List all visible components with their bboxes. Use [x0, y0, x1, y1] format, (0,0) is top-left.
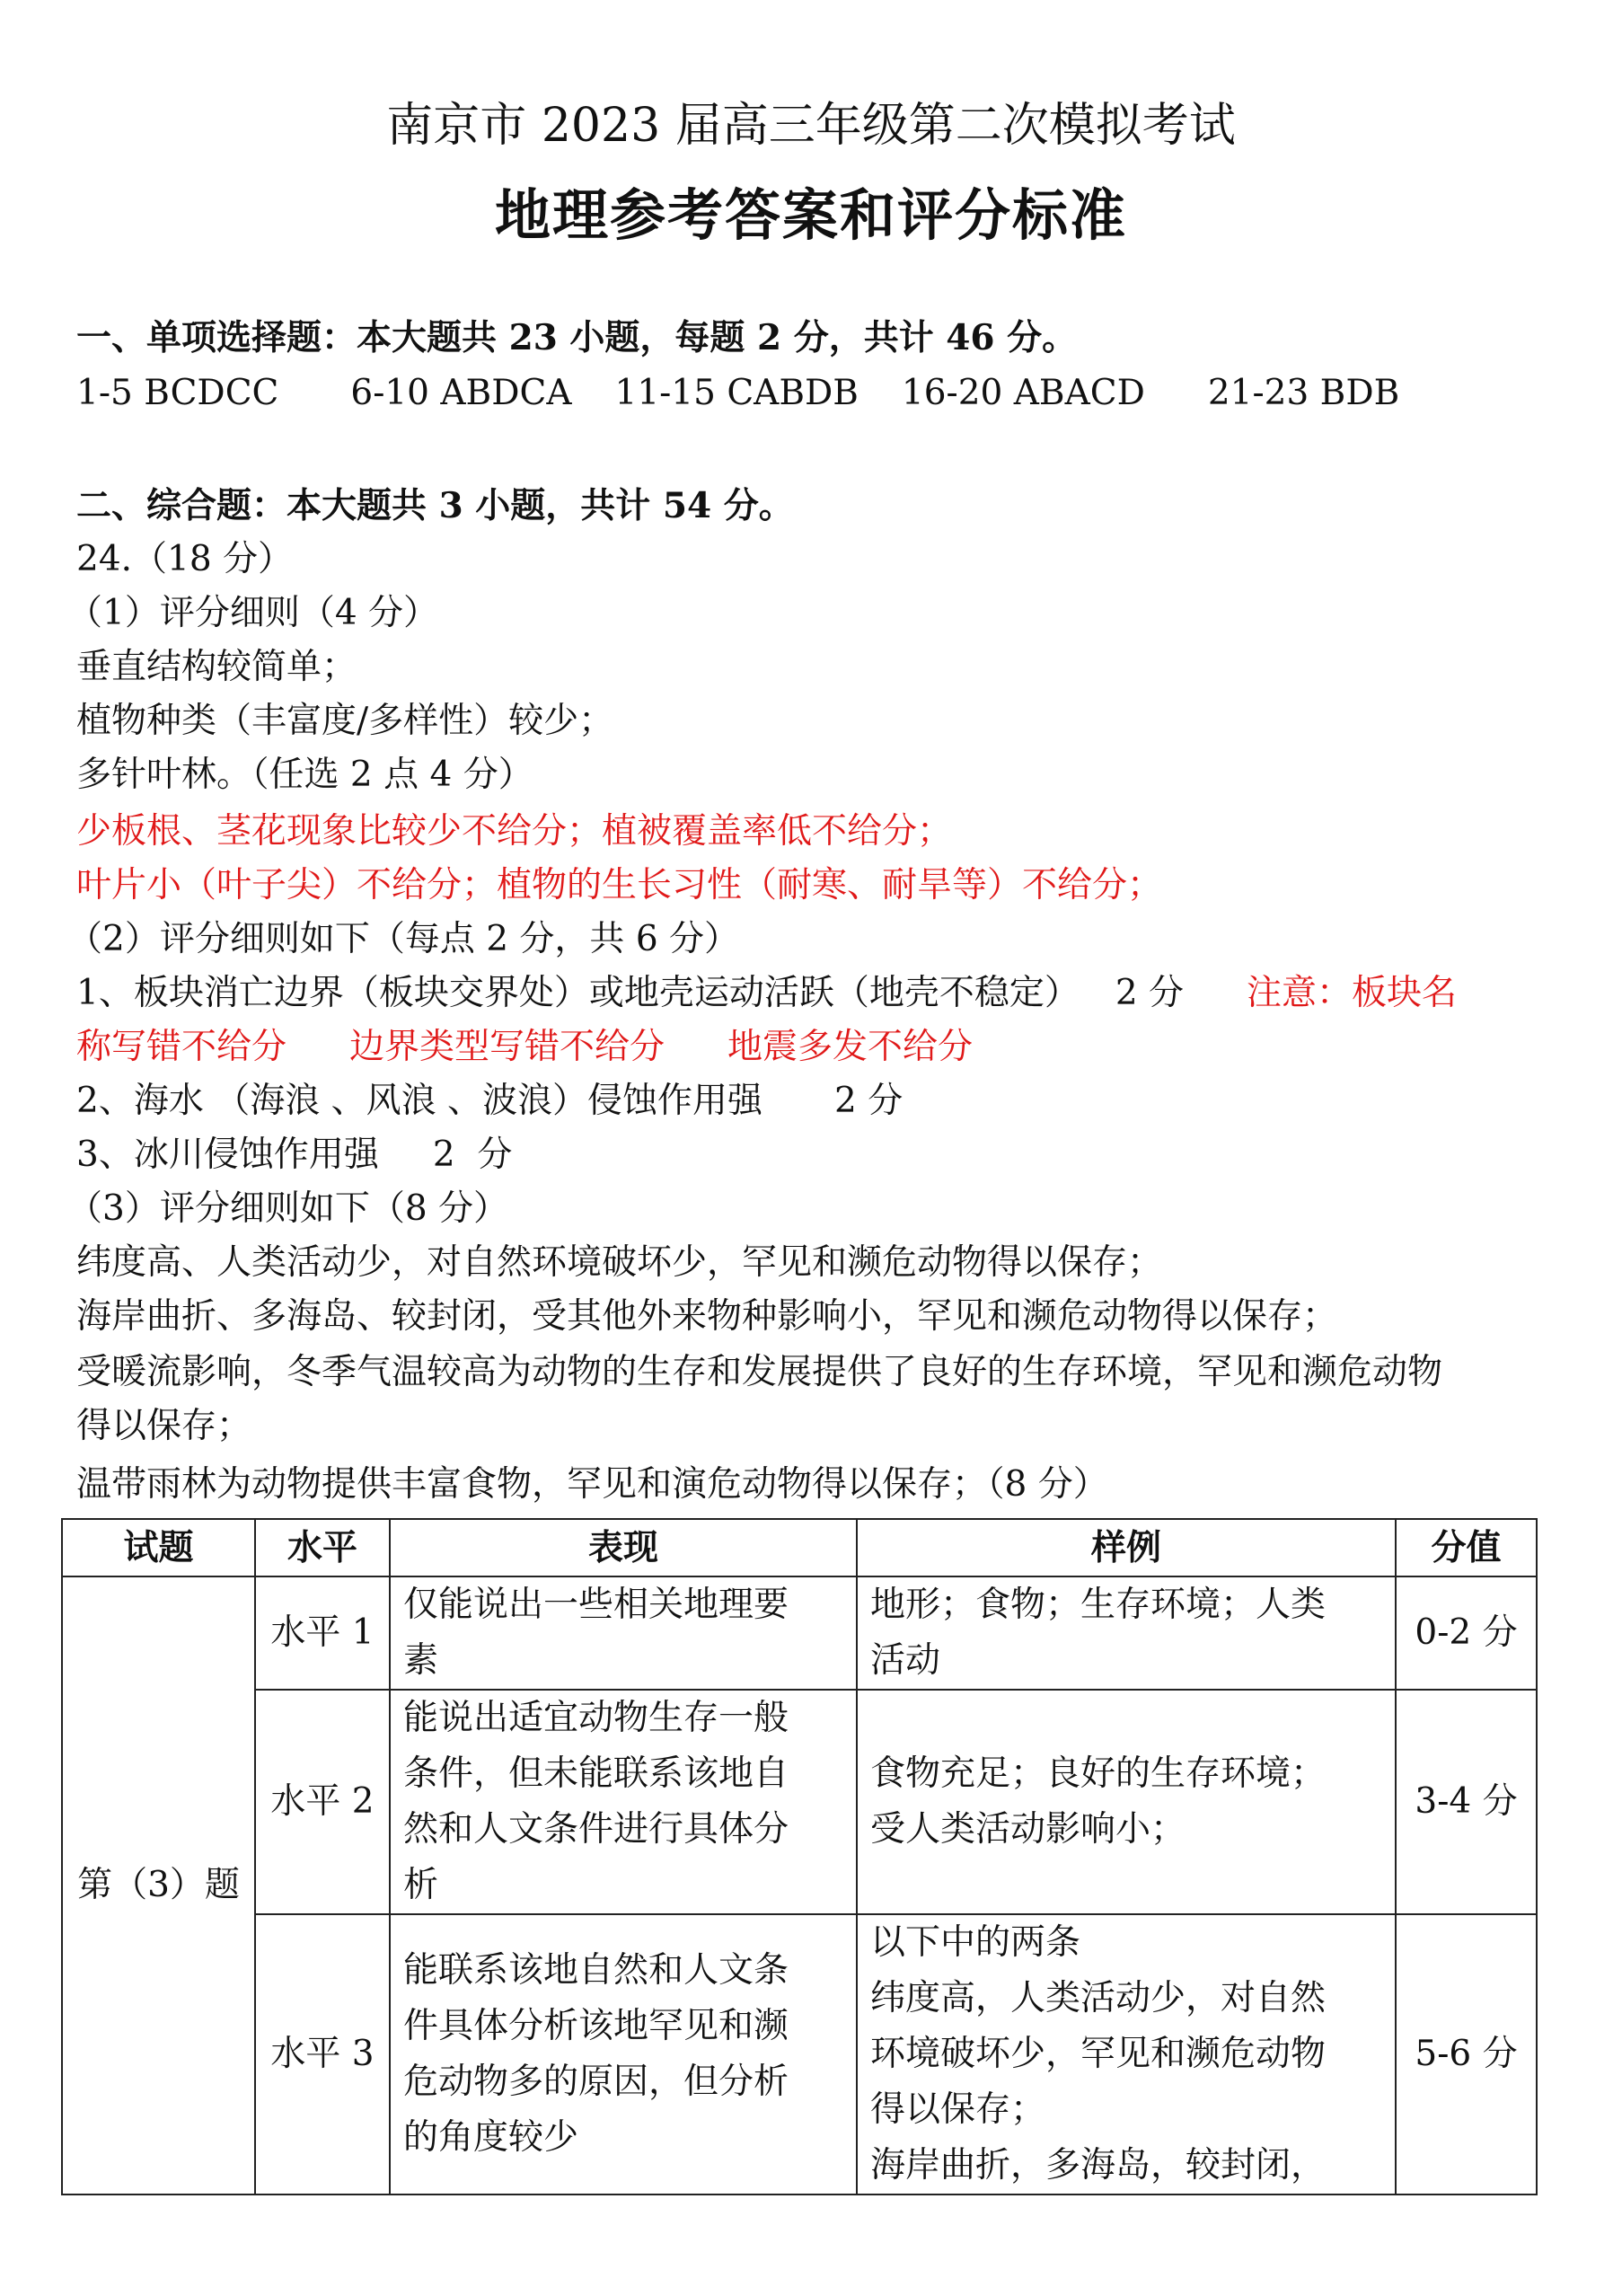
answer-group: 1-5 BCDCC	[76, 373, 279, 413]
part1-line: 植物种类（丰富度/多样性）较少；	[76, 701, 614, 741]
part2-item-text: 2、海水 （海浪 、风浪 、波浪）侵蚀作用强	[76, 1081, 763, 1121]
cell-line: 活动	[870, 1640, 941, 1681]
cell-line: 的角度较少	[403, 2117, 579, 2158]
section1-heading: 一、单项选择题：本大题共 23 小题，每题 2 分，共计 46 分。	[76, 317, 1078, 358]
part1-title: （1）评分细则（4 分）	[67, 593, 439, 633]
section1-answers	[76, 368, 1399, 419]
part2-item-text: 1、板块消亡边界（板块交界处）或地壳运动活跃（地壳不稳定）	[76, 973, 1080, 1013]
cell-line: 析	[403, 1865, 439, 1905]
cell-line: 受人类活动影响小；	[870, 1809, 1186, 1850]
cell-line: 能联系该地自然和人文条	[403, 1950, 789, 1991]
answer-group: 11-15 CABDB	[614, 373, 859, 413]
cell-line: 以下中的两条	[870, 1922, 1081, 1963]
cell-line: 环境破坏少，罕见和濒危动物	[870, 2034, 1327, 2074]
part2-item-note: 注意：板块名	[1247, 973, 1458, 1013]
part3-line: 海岸曲折、多海岛、较封闭，受其他外来物种影响小，罕见和濒危动物得以保存；	[76, 1296, 1338, 1337]
exam-title: 南京市 2023 届高三年级第二次模拟考试	[386, 99, 1236, 153]
note-fragment: 边界类型写错不给分	[349, 1027, 666, 1067]
description-cell	[390, 1690, 857, 1914]
part2-item-1-note	[76, 1022, 973, 1073]
part2-item-score: 2 分	[1115, 973, 1185, 1013]
sample-cell	[857, 1690, 1396, 1914]
table-row	[62, 1914, 1537, 2194]
level-cell: 水平 2	[255, 1690, 390, 1914]
cell-line: 条件，但未能联系该地自	[403, 1753, 789, 1794]
part3-line: 受暖流影响，冬季气温较高为动物的生存和发展提供了良好的生存环境，罕见和濒危动物	[76, 1352, 1443, 1392]
cell-line: 仅能说出一些相关地理要	[403, 1585, 789, 1625]
table-row	[62, 1690, 1537, 1914]
cell-line: 然和人文条件进行具体分	[403, 1809, 789, 1850]
part3-line: 纬度高、人类活动少，对自然环境破坏少，罕见和濒危动物得以保存；	[76, 1242, 1163, 1283]
cell-line: 地形；食物；生存环境；人类	[870, 1585, 1327, 1625]
part3-line: 得以保存；	[76, 1406, 252, 1446]
level-cell: 水平 3	[255, 1914, 390, 2194]
document-title: 地理参考答案和评分标准	[494, 182, 1127, 248]
table-header: 试题	[62, 1519, 255, 1576]
sample-cell	[857, 1576, 1396, 1690]
level-cell: 水平 1	[255, 1576, 390, 1690]
part2-item-text: 3、冰川侵蚀作用强	[76, 1135, 379, 1175]
part2-item-2	[76, 1076, 903, 1126]
cell-line: 素	[403, 1640, 439, 1681]
part2-item-3	[76, 1130, 512, 1180]
question-24-label: 24.（18 分）	[76, 539, 294, 579]
note-fragment: 称写错不给分	[76, 1027, 287, 1067]
cell-line: 能说出适宜动物生存一般	[403, 1698, 789, 1738]
table-header: 分值	[1396, 1519, 1537, 1576]
description-cell	[390, 1576, 857, 1690]
table-header-row	[62, 1519, 1537, 1576]
score-cell: 5-6 分	[1396, 1914, 1537, 2194]
table-row	[62, 1576, 1537, 1690]
cell-line: 危动物多的原因，但分析	[403, 2062, 789, 2102]
scoring-rubric-table	[61, 1518, 1538, 2195]
part2-item-score: 2 分	[432, 1135, 513, 1175]
part2-item-1	[76, 968, 1457, 1019]
cell-line: 件具体分析该地罕见和濒	[403, 2006, 789, 2046]
note-fragment: 地震多发不给分	[727, 1027, 974, 1067]
answer-group: 16-20 ABACD	[901, 373, 1145, 413]
section2-heading: 二、综合题：本大题共 3 小题，共计 54 分。	[76, 485, 794, 526]
cell-line: 纬度高，人类活动少，对自然	[870, 1978, 1327, 2018]
answer-group: 6-10 ABDCA	[350, 373, 572, 413]
part1-line: 垂直结构较简单；	[76, 647, 357, 687]
part1-line: 多针叶林。（任选 2 点 4 分）	[76, 755, 533, 795]
cell-line: 食物充足；良好的生存环境；	[870, 1753, 1327, 1794]
cell-line: 得以保存；	[870, 2089, 1046, 2130]
description-cell	[390, 1914, 857, 2194]
table-header: 水平	[255, 1519, 390, 1576]
score-cell: 0-2 分	[1396, 1576, 1537, 1690]
part3-title: （3）评分细则如下（8 分）	[67, 1188, 509, 1229]
table-header: 样例	[857, 1519, 1396, 1576]
table-header: 表现	[390, 1519, 857, 1576]
question-cell: 第（3）题	[62, 1576, 255, 2194]
part2-title: （2）评分细则如下（每点 2 分，共 6 分）	[67, 919, 740, 959]
part3-line: 温带雨林为动物提供丰富食物，罕见和演危动物得以保存；（8 分）	[76, 1464, 1108, 1505]
score-cell: 3-4 分	[1396, 1690, 1537, 1914]
cell-line: 海岸曲折，多海岛，较封闭，	[870, 2145, 1327, 2186]
part1-note: 少板根、茎花现象比较少不给分；植被覆盖率低不给分；	[76, 811, 953, 852]
part2-item-score: 2 分	[834, 1081, 904, 1121]
answer-group: 21-23 BDB	[1207, 373, 1400, 413]
part1-note: 叶片小（叶子尖）不给分；植物的生长习性（耐寒、耐旱等）不给分；	[76, 865, 1163, 905]
sample-cell	[857, 1914, 1396, 2194]
